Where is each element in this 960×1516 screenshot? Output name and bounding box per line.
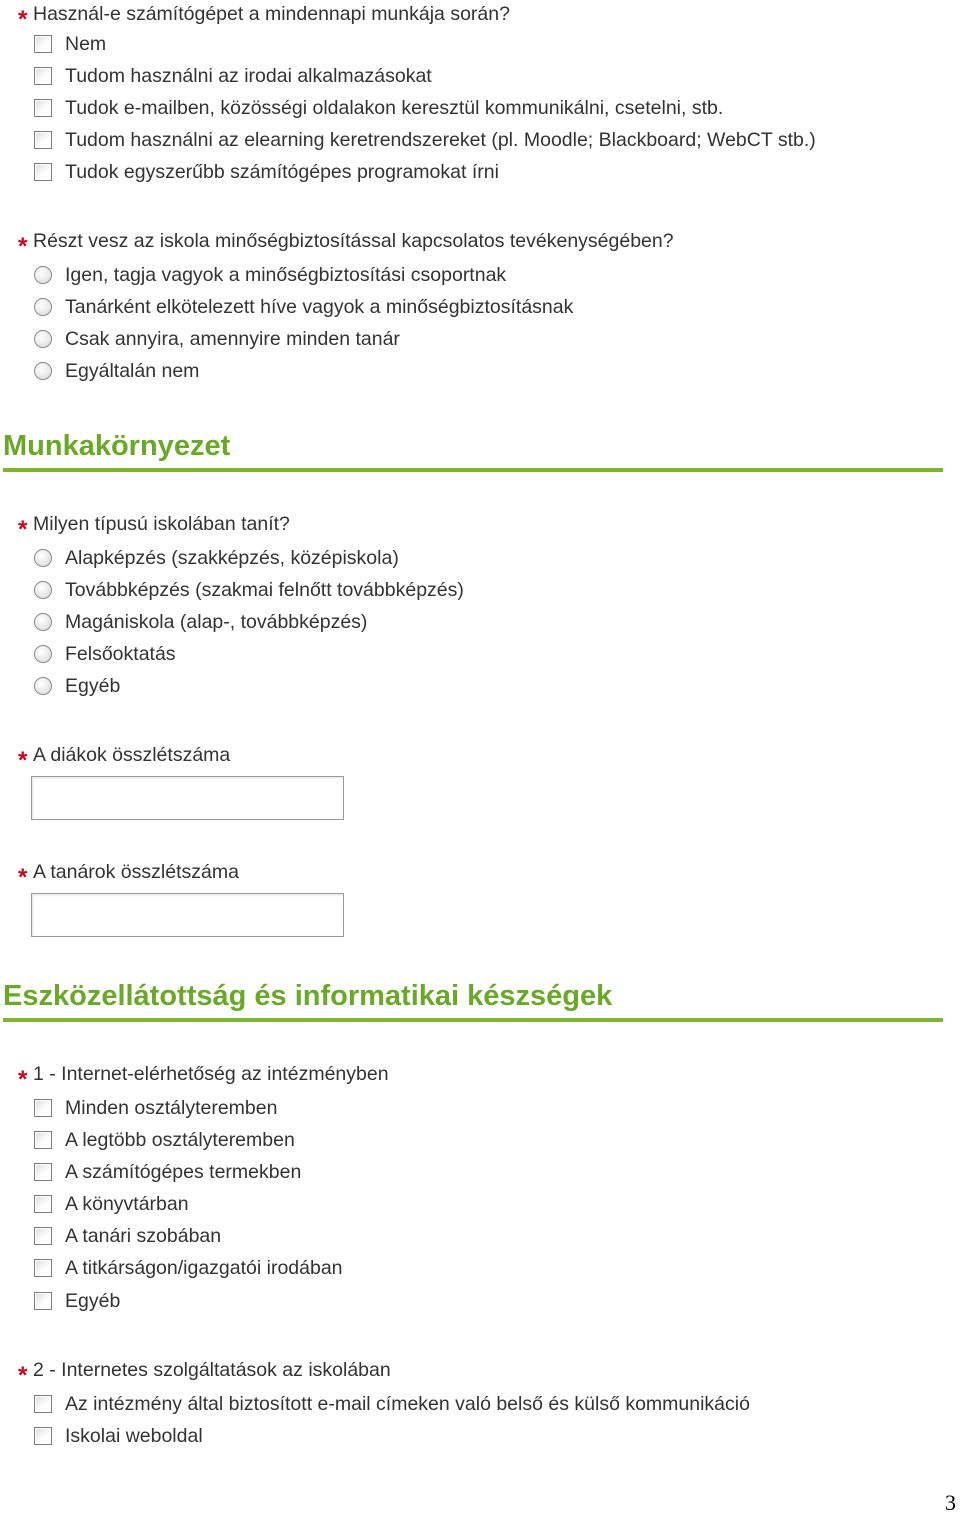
checkbox[interactable] xyxy=(34,1395,52,1413)
student-count-input[interactable] xyxy=(31,776,344,820)
checkbox-option[interactable] xyxy=(34,126,816,154)
required-mark: * xyxy=(18,233,28,260)
required-mark: * xyxy=(18,516,28,543)
section-divider xyxy=(3,1018,943,1022)
required-mark: * xyxy=(18,1066,28,1093)
radio-button[interactable] xyxy=(34,266,52,284)
option-label: Alapképzés (szakképzés, középiskola) xyxy=(65,547,399,569)
checkbox-option[interactable] xyxy=(34,1222,221,1250)
checkbox-option[interactable] xyxy=(34,62,432,90)
checkbox[interactable] xyxy=(34,1131,52,1149)
radio-button[interactable] xyxy=(34,613,52,631)
radio-button[interactable] xyxy=(34,298,52,316)
checkbox-option[interactable] xyxy=(34,94,723,122)
radio-option[interactable] xyxy=(34,544,399,572)
checkbox-option[interactable] xyxy=(34,1254,343,1282)
option-label: Tudom használni az irodai alkalmazásokat xyxy=(65,65,432,87)
option-label: A legtöbb osztályteremben xyxy=(65,1129,295,1151)
checkbox-option[interactable] xyxy=(34,1190,189,1218)
option-label: Iskolai weboldal xyxy=(65,1425,203,1447)
checkbox[interactable] xyxy=(34,1259,52,1277)
required-mark: * xyxy=(18,747,28,774)
checkbox[interactable] xyxy=(34,1292,52,1310)
section-title: Eszközellátottság és informatikai készségek xyxy=(3,980,613,1012)
question-computer-use xyxy=(18,0,510,33)
checkbox[interactable] xyxy=(34,1099,52,1117)
required-mark: * xyxy=(18,1362,28,1389)
section-title: Munkakörnyezet xyxy=(3,430,231,462)
checkbox[interactable] xyxy=(34,131,52,149)
radio-option[interactable] xyxy=(34,640,176,668)
radio-option[interactable] xyxy=(34,608,367,636)
checkbox[interactable] xyxy=(34,1195,52,1213)
radio-option[interactable] xyxy=(34,325,400,353)
radio-option[interactable] xyxy=(34,672,120,700)
section-divider xyxy=(3,468,943,472)
question-label: 1 - Internet-elérhetőség az intézményben xyxy=(33,1063,389,1085)
option-label: Tanárként elkötelezett híve vagyok a minőségbiztosításnak xyxy=(65,296,574,318)
checkbox-option[interactable] xyxy=(34,158,499,186)
checkbox-option[interactable] xyxy=(34,1287,120,1315)
radio-button[interactable] xyxy=(34,677,52,695)
option-label: Az intézmény által biztosított e-mail címeken való belső és külső kommunikáció xyxy=(65,1393,750,1415)
radio-button[interactable] xyxy=(34,645,52,663)
question-student-count xyxy=(18,741,231,774)
option-label: Minden osztályteremben xyxy=(65,1097,278,1119)
question-internet-access xyxy=(18,1060,389,1093)
radio-button[interactable] xyxy=(34,581,52,599)
radio-option[interactable] xyxy=(34,261,506,289)
checkbox[interactable] xyxy=(34,67,52,85)
checkbox[interactable] xyxy=(34,163,52,181)
checkbox-option[interactable] xyxy=(34,1390,750,1418)
option-label: Felsőoktatás xyxy=(65,643,176,665)
radio-button[interactable] xyxy=(34,362,52,380)
option-label: Igen, tagja vagyok a minőségbiztosítási csoportnak xyxy=(65,264,507,286)
required-mark: * xyxy=(18,6,28,33)
question-label: A tanárok összlétszáma xyxy=(33,861,239,883)
radio-option[interactable] xyxy=(34,357,199,385)
question-label: 2 - Internetes szolgáltatások az iskolában xyxy=(33,1359,391,1381)
checkbox[interactable] xyxy=(34,1427,52,1445)
radio-option[interactable] xyxy=(34,576,464,604)
question-teacher-count xyxy=(18,858,239,891)
option-label: Nem xyxy=(65,33,107,55)
option-label: A számítógépes termekben xyxy=(65,1161,302,1183)
option-label: Tudok egyszerűbb számítógépes programokat írni xyxy=(65,161,499,183)
checkbox[interactable] xyxy=(34,35,52,53)
option-label: Egyéb xyxy=(65,675,121,697)
checkbox-option[interactable] xyxy=(34,1422,203,1450)
page-number: 3 xyxy=(945,1490,956,1515)
checkbox-option[interactable] xyxy=(34,30,106,58)
checkbox[interactable] xyxy=(34,1163,52,1181)
question-quality-assurance xyxy=(18,227,674,260)
checkbox[interactable] xyxy=(34,99,52,117)
radio-option[interactable] xyxy=(34,293,573,321)
checkbox-option[interactable] xyxy=(34,1126,295,1154)
option-label: A könyvtárban xyxy=(65,1193,189,1215)
radio-button[interactable] xyxy=(34,549,52,567)
option-label: Tudok e-mailben, közösségi oldalakon keresztül kommunikálni, csetelni, stb. xyxy=(65,97,724,119)
option-label: Egyéb xyxy=(65,1290,121,1312)
question-label: Használ-e számítógépet a mindennapi munkája során? xyxy=(33,3,510,25)
question-label: Milyen típusú iskolában tanít? xyxy=(33,513,290,535)
teacher-count-input[interactable] xyxy=(31,893,344,937)
option-label: Egyáltalán nem xyxy=(65,360,200,382)
checkbox[interactable] xyxy=(34,1227,52,1245)
option-label: A tanári szobában xyxy=(65,1225,222,1247)
required-mark: * xyxy=(18,864,28,891)
checkbox-option[interactable] xyxy=(34,1158,301,1186)
radio-button[interactable] xyxy=(34,330,52,348)
option-label: Csak annyira, amennyire minden tanár xyxy=(65,328,400,350)
option-label: Továbbképzés (szakmai felnőtt továbbképzés) xyxy=(65,579,464,601)
question-label: Részt vesz az iskola minőségbiztosítással kapcsolatos tevékenységében? xyxy=(33,230,674,252)
question-internet-services xyxy=(18,1356,391,1389)
option-label: Tudom használni az elearning keretrendszereket (pl. Moodle; Blackboard; WebCT stb.) xyxy=(65,129,816,151)
checkbox-option[interactable] xyxy=(34,1094,277,1122)
option-label: A titkárságon/igazgatói irodában xyxy=(65,1257,343,1279)
question-label: A diákok összlétszáma xyxy=(33,744,231,766)
option-label: Magániskola (alap-, továbbképzés) xyxy=(65,611,368,633)
question-school-type xyxy=(18,510,290,543)
